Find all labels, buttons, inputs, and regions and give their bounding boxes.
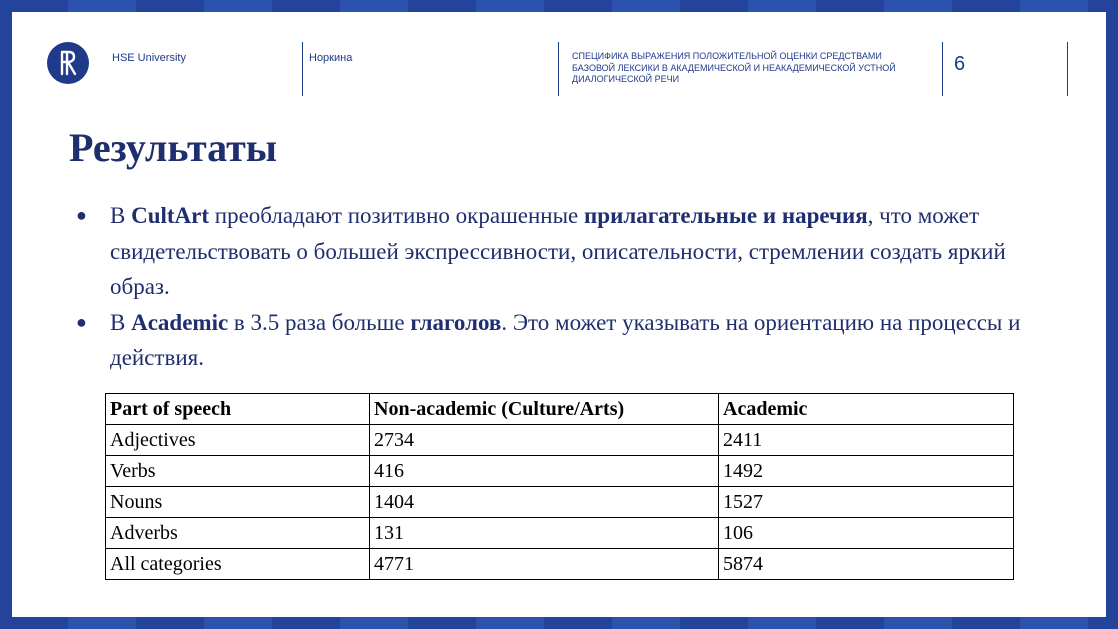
- table-cell: Adverbs: [106, 518, 370, 549]
- table-cell: 5874: [719, 549, 1014, 580]
- bullet-marker: ●: [76, 205, 87, 225]
- header-divider: [558, 42, 559, 96]
- pos-table: [105, 393, 1014, 580]
- table-cell: 2411: [719, 425, 1014, 456]
- talk-title: СПЕЦИФИКА ВЫРАЖЕНИЯ ПОЛОЖИТЕЛЬНОЙ ОЦЕНКИ СРЕДСТВАМИ БАЗОВОЙ ЛЕКСИКИ В АКАДЕМИЧЕСКОЙ И НЕАКАДЕМИЧЕСКОЙ УСТНОЙ ДИАЛОГИЧЕСКОЙ РЕЧИ: [572, 51, 896, 84]
- table-cell: Nouns: [106, 487, 370, 518]
- bullet-item: [72, 198, 1032, 305]
- table-cell: 131: [370, 518, 719, 549]
- table-cell: All categories: [106, 549, 370, 580]
- table-cell: 416: [370, 456, 719, 487]
- table-cell: Verbs: [106, 456, 370, 487]
- header-divider: [302, 42, 303, 96]
- header-divider: [1067, 42, 1068, 96]
- bullet-text: в 3.5 раза больше: [228, 309, 411, 335]
- table-header-cell: Part of speech: [106, 394, 370, 425]
- bullet-emphasis: глаголов: [410, 309, 502, 335]
- table-cell: 106: [719, 518, 1014, 549]
- university-name: HSE University: [112, 52, 186, 64]
- table-cell: 2734: [370, 425, 719, 456]
- table-cell: 4771: [370, 549, 719, 580]
- table-row: [106, 549, 1014, 580]
- header-divider: [942, 42, 943, 96]
- bullet-emphasis: прилагательные и наречия: [584, 203, 868, 228]
- bullet-text: , что может свидетельствовать о большей экспрессивности, описательности, стремлении создать яркий образ.: [110, 203, 1006, 299]
- table-cell: 1492: [719, 456, 1014, 487]
- table-row: [106, 518, 1014, 549]
- bullet-marker: ●: [76, 311, 87, 332]
- table-header-cell: Non-academic (Culture/Arts): [370, 394, 719, 425]
- table-cell: 1527: [719, 487, 1014, 518]
- bullet-text: . Это может указывать на ориентацию на процессы и действия.: [110, 309, 1021, 370]
- bullet-list: [72, 198, 1032, 376]
- table-cell: 1404: [370, 487, 719, 518]
- slide: [12, 12, 1106, 617]
- bullet-emphasis: CultArt: [131, 203, 210, 228]
- table-row: [106, 487, 1014, 518]
- bullet-text: преобладают позитивно окрашенные: [209, 203, 585, 228]
- bullet-item: [72, 305, 1032, 376]
- bullet-emphasis: Academic: [131, 309, 229, 335]
- table-row: [106, 456, 1014, 487]
- table-header-row: [106, 394, 1014, 425]
- page-title: Результаты: [69, 125, 277, 170]
- table-row: [106, 425, 1014, 456]
- author-name: Норкина: [309, 52, 353, 64]
- table-cell: Adjectives: [106, 425, 370, 456]
- hse-logo-icon: [47, 42, 89, 84]
- bullet-text: В: [110, 203, 132, 228]
- table-header-cell: Academic: [719, 394, 1014, 425]
- bullet-text: В: [110, 309, 132, 335]
- table-body: [106, 425, 1014, 580]
- page-number: 6: [954, 53, 966, 75]
